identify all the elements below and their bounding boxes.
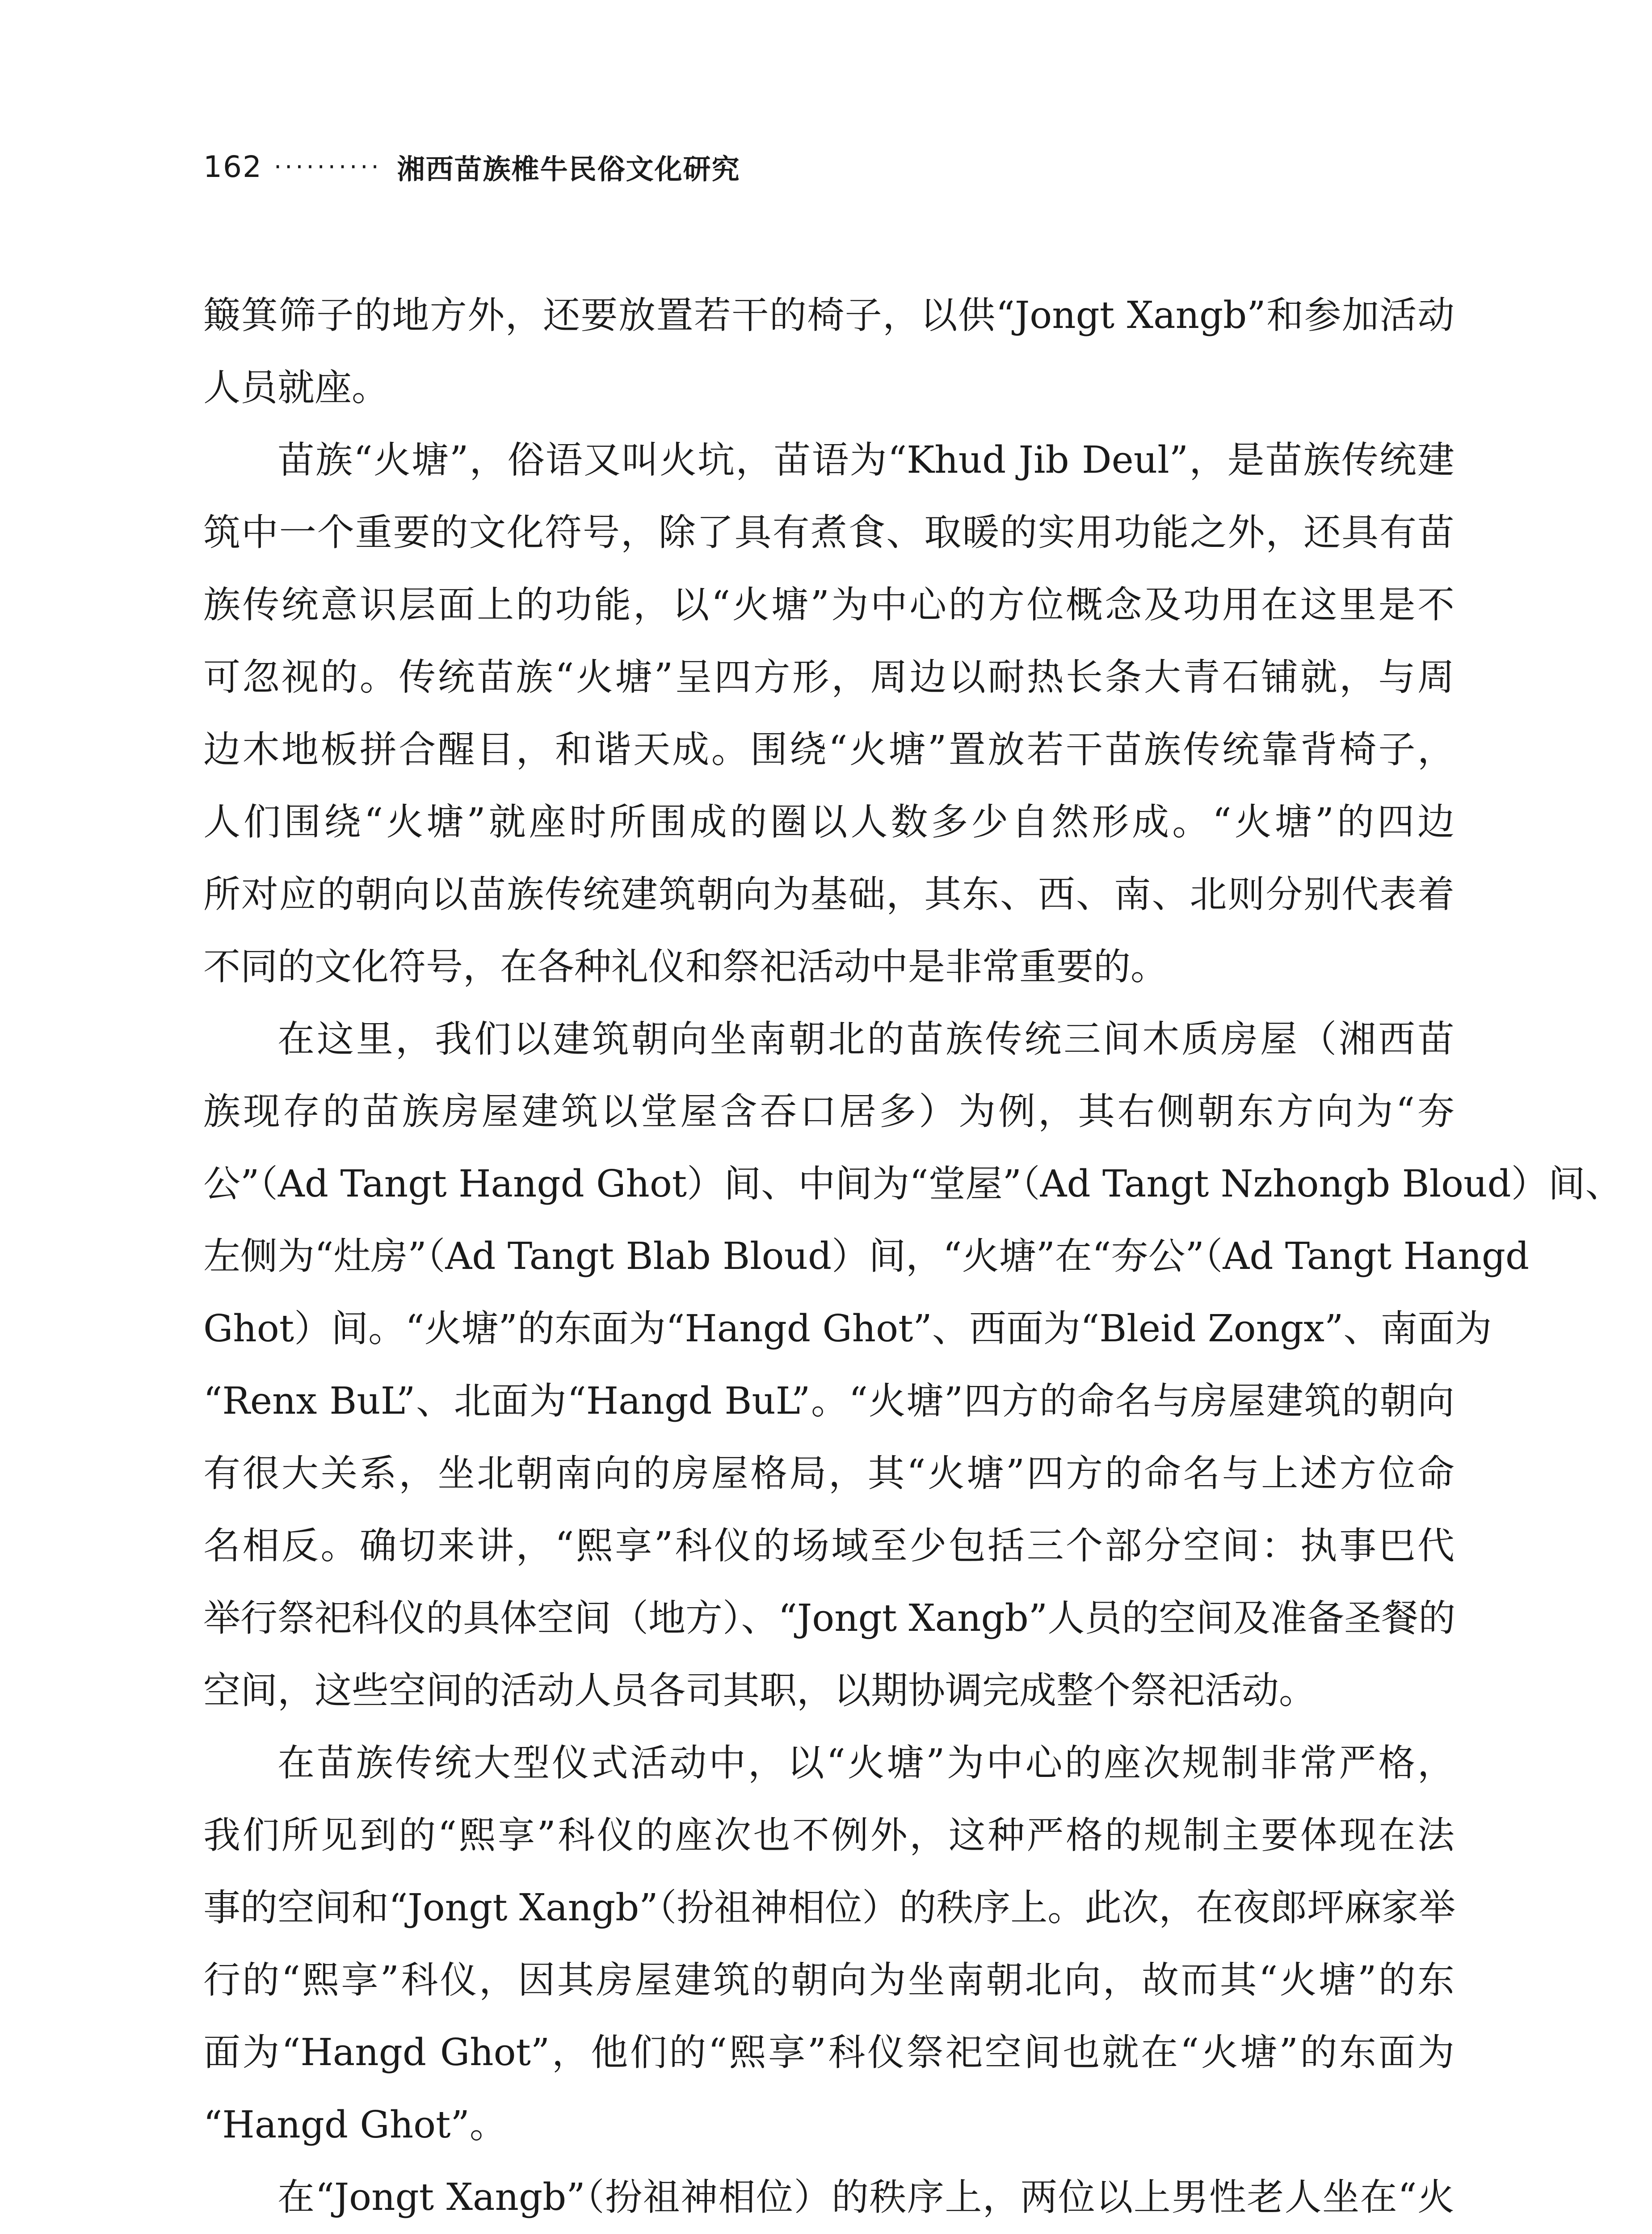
running-head [203,142,740,191]
text-line: 在这里，我们以建筑朝向坐南朝北的苗族传统三间木质房屋（湘西苗 [277,1017,1454,1061]
text-line: 边木地板拼合醒目，和谐天成。围绕“火塘”置放若干苗族传统靠背椅子， [203,728,1454,771]
text-line: 名相反。确切来讲，“熙享”科仪的场域至少包括三个部分空间：执事巴代 [203,1524,1454,1567]
text-line: 有很大关系，坐北朝南向的房屋格局，其“火塘”四方的命名与上述方位命 [203,1452,1454,1495]
text-line: 不同的文化符号，在各种礼仪和祭祀活动中是非常重要的。 [203,945,1168,988]
text-line: 左侧为“灶房”（Ad Tangt Blab Bloud）间，“火塘”在“夯公”（Ad Tangt Hangd [203,1235,1530,1278]
text-line: 所对应的朝向以苗族传统建筑朝向为基础，其东、西、南、北则分别代表着 [203,873,1454,916]
book-title: 湘西苗族椎牛民俗文化研究 [397,152,740,185]
text-line: 举行祭祀科仪的具体空间（地方）、“Jongt Xangb”人员的空间及准备圣餐的 [203,1596,1456,1640]
text-line: 簸箕筛子的地方外，还要放置若干的椅子，以供“Jongt Xangb”和参加活动 [203,294,1454,337]
text-line: 人们围绕“火塘”就座时所围成的圈以人数多少自然形成。“火塘”的四边 [203,800,1454,844]
page-number: 162 [203,149,262,184]
text-line: “Renx BuL”、北面为“Hangd BuL”。“火塘”四方的命名与房屋建筑的朝向 [203,1379,1454,1423]
text-line: 事的空间和“Jongt Xangb”（扮祖神相位）的秩序上。此次，在夜郎坪麻家举 [203,1886,1456,1929]
text-line: 族现存的苗族房屋建筑以堂屋含吞口居多）为例，其右侧朝东方向为“夯 [203,1090,1454,1133]
text-line: 人员就座。 [203,366,389,409]
text-line: 可忽视的。传统苗族“火塘”呈四方形，周边以耐热长条大青石铺就，与周 [203,655,1454,699]
text-line: 行的“熙享”科仪，因其房屋建筑的朝向为坐南朝北向，故而其“火塘”的东 [203,1958,1454,2002]
text-line: 族传统意识层面上的功能，以“火塘”为中心的方位概念及功用在这里是不 [203,583,1454,626]
leader-dots: ·········· [273,152,382,181]
text-line: 在苗族传统大型仪式活动中，以“火塘”为中心的座次规制非常严格， [277,1741,1454,1785]
text-line: 在“Jongt Xangb”（扮祖神相位）的秩序上，两位以上男性老人坐在“火 [277,2175,1454,2219]
text-line: 筑中一个重要的文化符号，除了具有煮食、取暖的实用功能之外，还具有苗 [203,511,1454,554]
text-line: 面为“Hangd Ghot”，他们的“熙享”科仪祭祀空间也就在“火塘”的东面为 [203,2031,1454,2074]
text-line: 我们所见到的“熙享”科仪的座次也不例外，这种严格的规制主要体现在法 [203,1814,1454,1857]
text-line: “Hangd Ghot”。 [203,2103,507,2146]
text-line: Ghot）间。“火塘”的东面为“Hangd Ghot”、西面为“Bleid Zongx”、南面为 [203,1307,1492,1350]
text-line: 空间，这些空间的活动人员各司其职，以期协调完成整个祭祀活动。 [203,1669,1316,1712]
text-line: 公”（Ad Tangt Hangd Ghot）间、中间为“堂屋”（Ad Tangt Nzhongb Bloud）间、 [203,1162,1623,1205]
body-text [203,279,1623,2234]
text-line: 苗族“火塘”，俗语又叫火坑，苗语为“Khud Jib Deul”，是苗族传统建 [277,438,1454,482]
